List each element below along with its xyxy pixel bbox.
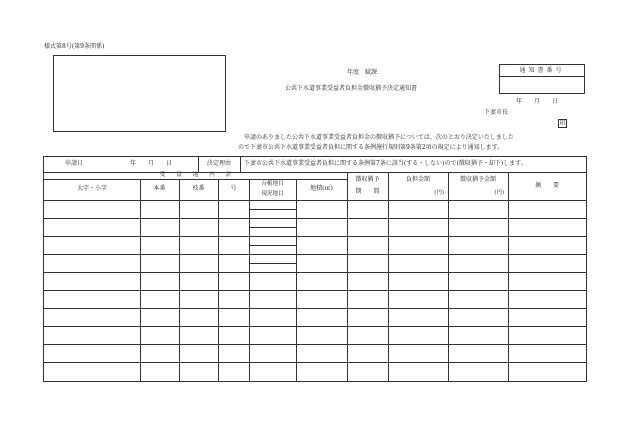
col-divider — [296, 179, 297, 382]
application-date-label: 申請日 — [64, 160, 83, 168]
land-detail-table — [43, 156, 587, 382]
row-divider — [44, 272, 586, 273]
row-divider — [44, 362, 586, 363]
address-window-box — [53, 55, 226, 132]
category-split — [249, 227, 296, 228]
col-header-charge-amount: 負担金額 — [405, 175, 430, 183]
col-header-edaban: 枝番 — [192, 185, 205, 193]
row-divider — [44, 326, 586, 327]
category-split — [249, 245, 296, 246]
category-split — [249, 263, 296, 264]
body-text-line2: ので下妻市公共下水道事業受益者負担に関する条例施行規則第9条第2項の規定により通知します。 — [238, 144, 504, 151]
notice-number-box — [499, 64, 585, 94]
col-divider — [448, 172, 449, 382]
col-header-ledger-category: 台帳地目 — [261, 180, 284, 187]
col-header-deferral-period-2: 期 間 — [355, 187, 380, 195]
row-divider — [44, 344, 586, 345]
notice-number-label: 通知書番号 — [500, 65, 584, 77]
col-divider — [218, 179, 219, 382]
document-title: 公共下水道事業受益者負担金徴収猶予決定通知書 — [285, 85, 418, 92]
decision-reason-label: 決定理由 — [206, 160, 231, 168]
issuer-name: 下妻市長 — [484, 109, 509, 116]
col-header-deferral-amount: 徴収猶予金額 — [459, 175, 496, 183]
col-header-current-category: 現況地目 — [261, 190, 284, 197]
fiscal-year-line: 年度 賦課 — [347, 69, 378, 76]
issue-date: 年 月 日 — [516, 98, 559, 105]
row-divider — [44, 236, 586, 237]
body-text-line1: 申請のありました公共下水道事業受益者負担金の徴収猶予については、次のとおり決定いたしました — [244, 134, 514, 141]
col-header-area: 地積(㎡) — [310, 185, 333, 193]
row-divider — [44, 308, 586, 309]
row-divider — [44, 218, 586, 219]
seal-mark: 印 — [559, 120, 566, 127]
row-divider — [44, 254, 586, 255]
decision-reason-text: 下妻市公共下水道事業受益者負担に関する条例第7条に該当(する・しない)ので(徴収猶予・却下)します。 — [244, 160, 527, 168]
col-divider — [347, 172, 348, 382]
col-header-remarks: 摘 要 — [534, 181, 559, 189]
col-divider — [508, 172, 509, 382]
row-divider — [44, 290, 586, 291]
col-header-oaza: 大字・小字 — [76, 185, 107, 193]
col-divider — [179, 179, 180, 382]
col-divider — [388, 172, 389, 382]
application-date-value: 年 月 日 — [129, 160, 172, 168]
col-header-deferral-amount-unit: (円) — [494, 189, 504, 196]
row-divider — [44, 200, 586, 201]
col-header-deferral-period-1: 徴収猶予 — [355, 175, 380, 183]
land-breakdown-header: 受 益 地 内 訳 — [159, 172, 232, 179]
col-divider — [140, 179, 141, 382]
col-header-go: 号 — [230, 185, 237, 193]
col-header-charge-unit: (円) — [434, 189, 444, 196]
col-header-honban: 本番 — [153, 185, 166, 193]
form-number: 様式第8号(第9条関係) — [44, 43, 105, 50]
category-split — [249, 209, 296, 210]
col-divider — [249, 179, 250, 382]
